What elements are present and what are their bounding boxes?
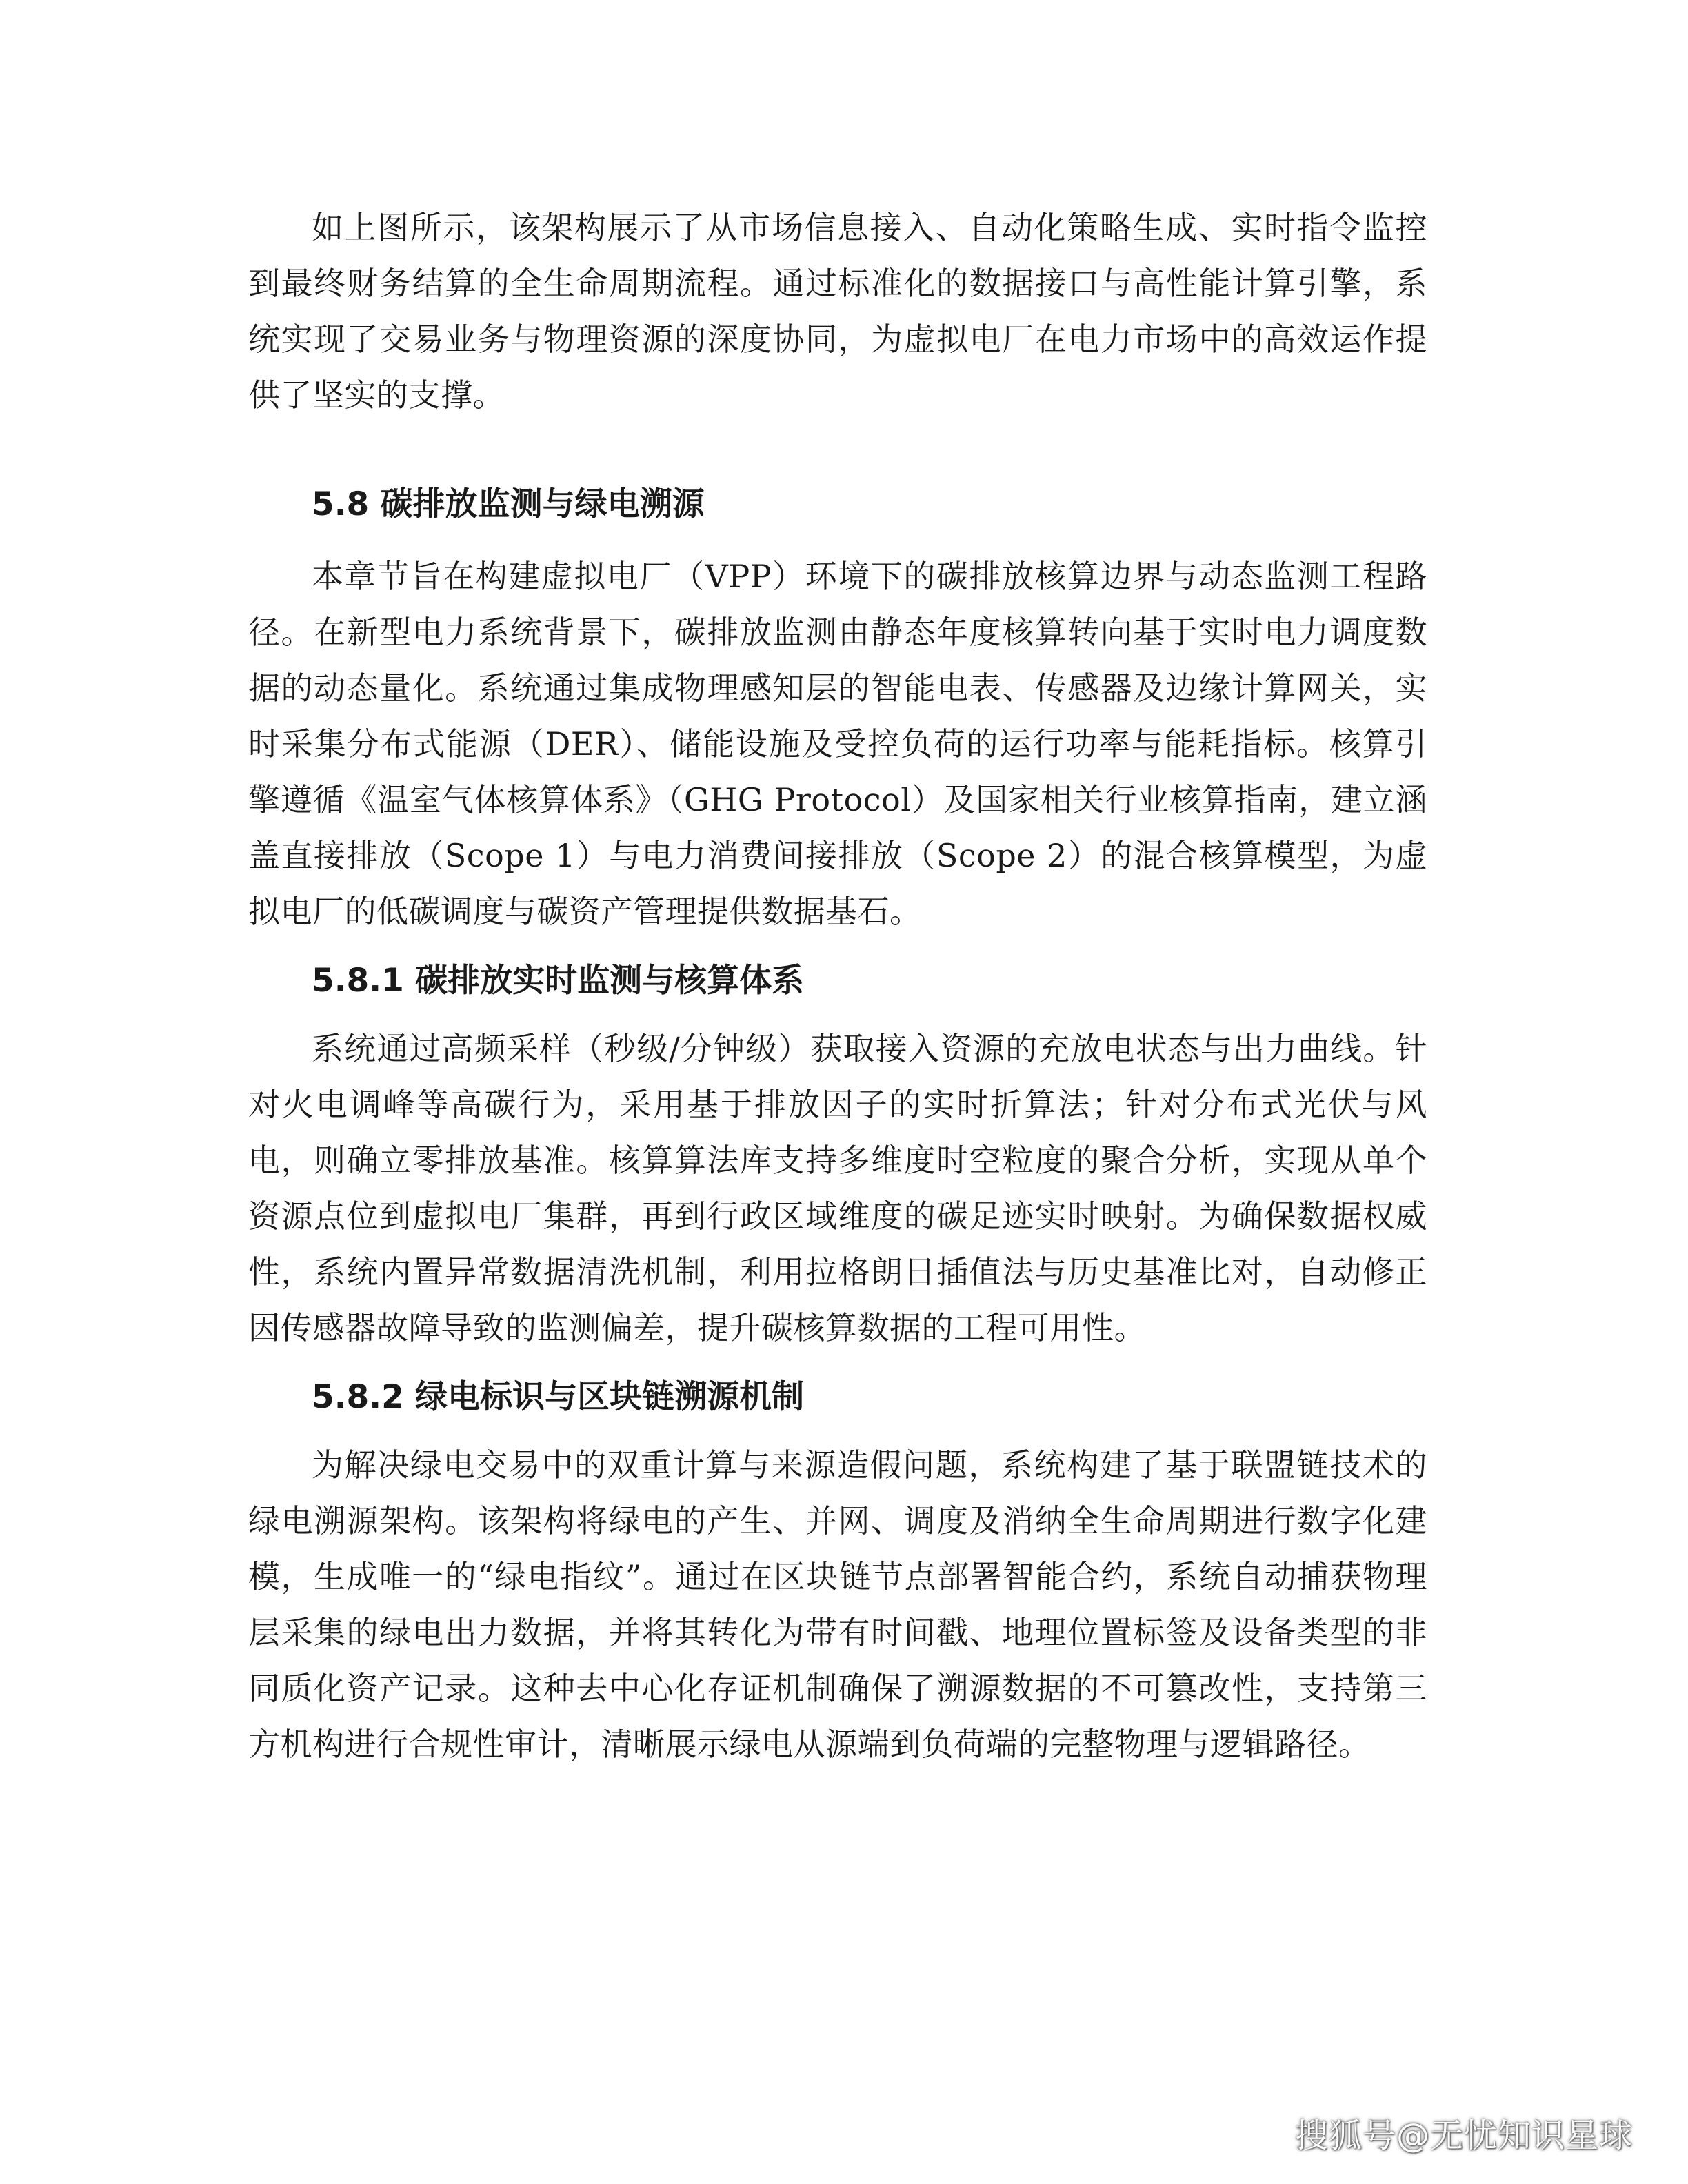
watermark-text: 搜狐号@无忧知识星球 — [1294, 2116, 1633, 2155]
section-5-8-1-heading: 5.8.1 碳排放实时监测与核算体系 — [312, 962, 805, 1000]
section-5-8-1-paragraph: 系统通过高频采样（秒级/分钟级）获取接入资源的充放电状态与出力曲线。针对火电调峰等高碳行为，采用基于排放因子的实时折算法；针对分布式光伏与风电，则确立零排放基准。核算算法库支持多维度时空粒度的聚合分析，实现从单个资源点位到虚拟电厂集群，再到行政区域维度的碳足迹实时映射。为确保数据权威性，系统内置异常数据清洗机制，利用拉格朗日插值法与历史基准比对，自动修正因传感器故障导致的监测偏差，提升碳核算数据的工程可用性。 — [248, 1030, 1427, 1346]
section-5-8-heading: 5.8 碳排放监测与绿电溯源 — [312, 485, 705, 523]
section-5-8-2-paragraph: 为解决绿电交易中的双重计算与来源造假问题，系统构建了基于联盟链技术的绿电溯源架构。该架构将绿电的产生、并网、调度及消纳全生命周期进行数字化建模，生成唯一的“绿电指纹”。通过在区块链节点部署智能合约，系统自动捕获物理层采集的绿电出力数据，并将其转化为带有时间戳、地理位置标签及设备类型的非同质化资产记录。这种去中心化存证机制确保了溯源数据的不可篡改性，支持第三方机构进行合规性审计，清晰展示绿电从源端到负荷端的完整物理与逻辑路径。 — [248, 1446, 1427, 1763]
intro-paragraph: 如上图所示，该架构展示了从市场信息接入、自动化策略生成、实时指令监控到最终财务结算的全生命周期流程。通过标准化的数据接口与高性能计算引擎，系统实现了交易业务与物理资源的深度协同，为虚拟电厂在电力市场中的高效运作提供了坚实的支撑。 — [248, 209, 1427, 414]
document-page — [248, 200, 1427, 1772]
section-5-8-paragraph: 本章节旨在构建虚拟电厂（VPP）环境下的碳排放核算边界与动态监测工程路径。在新型电力系统背景下，碳排放监测由静态年度核算转向基于实时电力调度数据的动态量化。系统通过集成物理感知层的智能电表、传感器及边缘计算网关，实时采集分布式能源（DER）、储能设施及受控负荷的运行功率与能耗指标。核算引擎遵循《温室气体核算体系》（GHG Protocol）及国家相关行业核算指南，建立涵盖直接排放（Scope 1）与电力消费间接排放（Scope 2）的混合核算模型，为虚拟电厂的低碳调度与碳资产管理提供数据基石。 — [248, 558, 1427, 930]
section-5-8-2-heading: 5.8.2 绿电标识与区块链溯源机制 — [312, 1378, 805, 1416]
